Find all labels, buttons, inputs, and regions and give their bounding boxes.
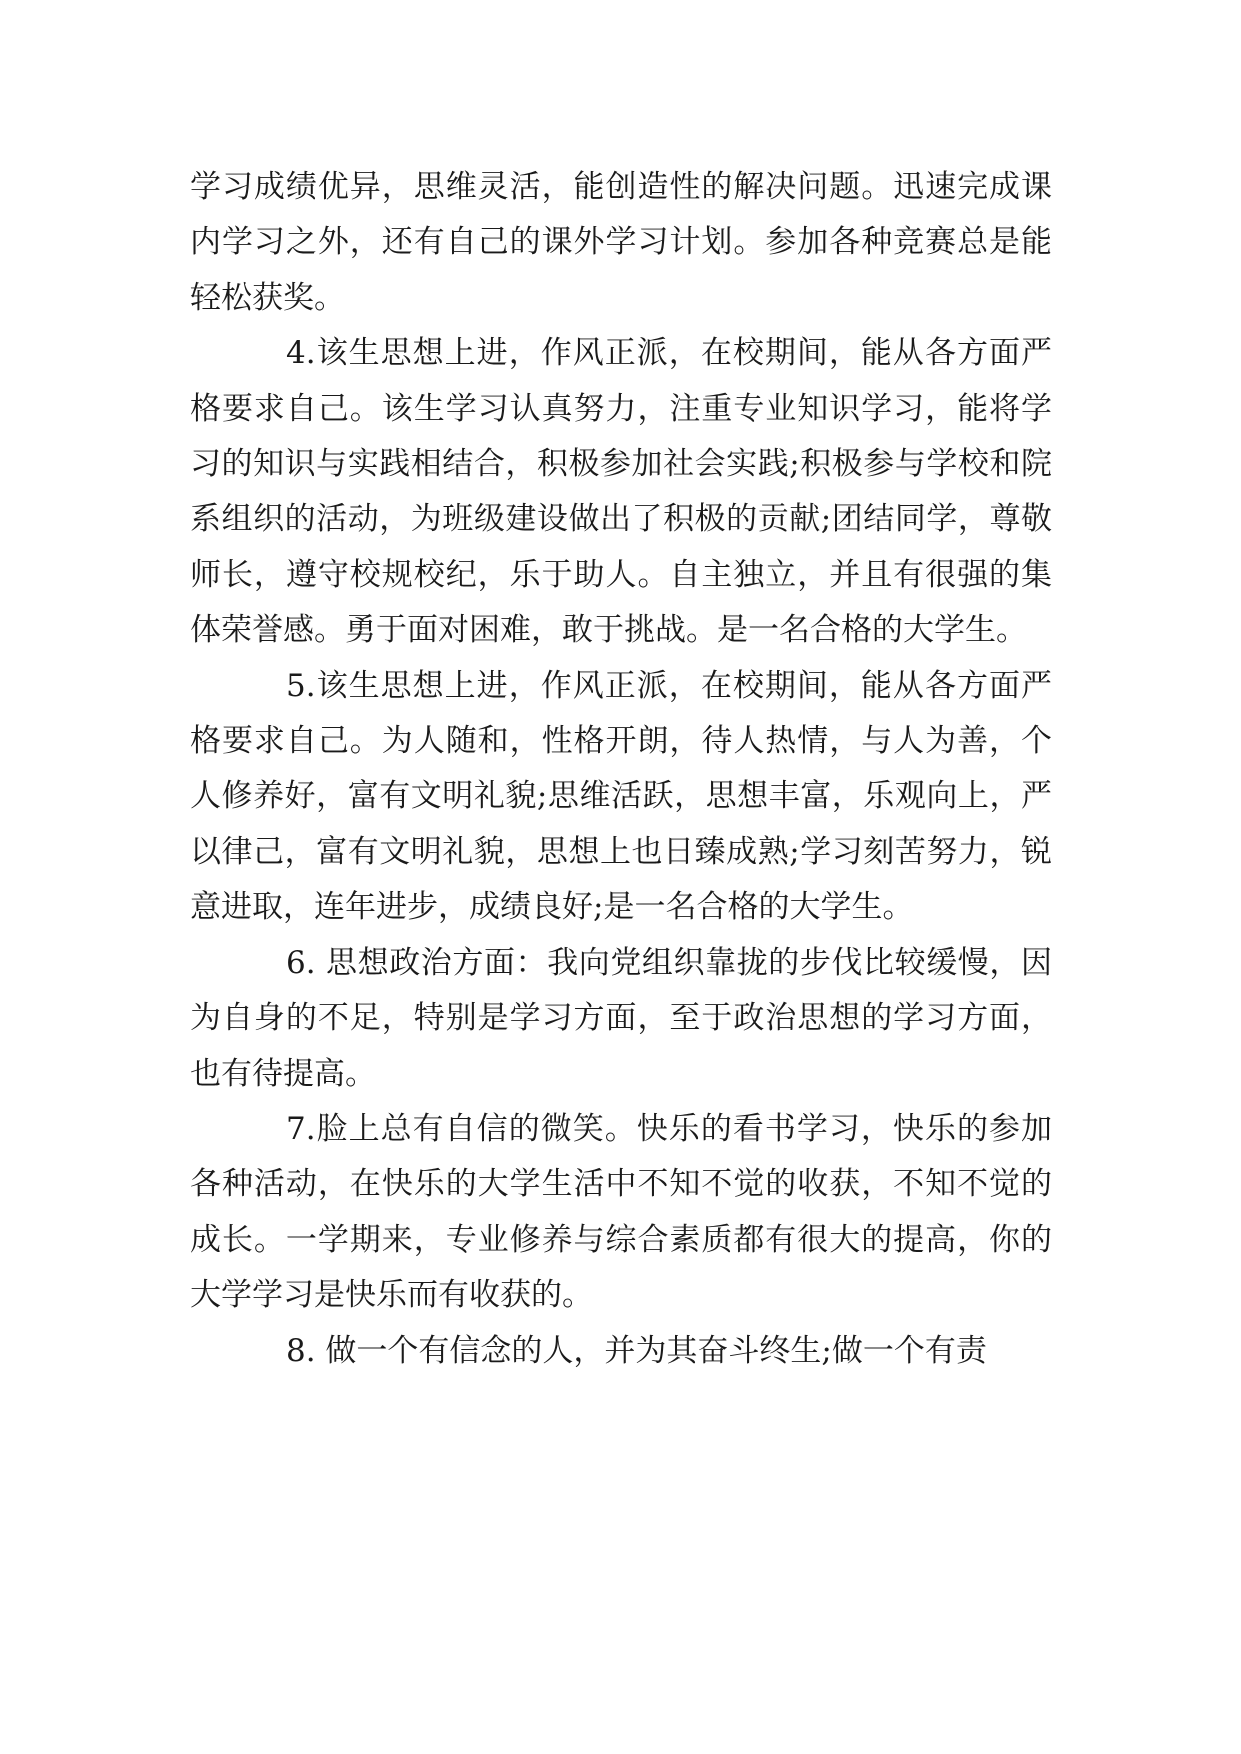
paragraph-intro-continued: 学习成绩优异，思维灵活，能创造性的解决问题。迅速完成课内学习之外，还有自己的课外学习计划。参加各种竞赛总是能轻松获奖。 [190, 169, 1052, 316]
paragraph-item-4: 4.该生思想上进，作风正派，在校期间，能从各方面严格要求自己。该生学习认真努力，注重专业知识学习，能将学习的知识与实践相结合，积极参加社会实践;积极参与学校和院系组织的活动，为班级建设做出了积极的贡献;团结同学，尊敬师长，遵守校规校纪，乐于助人。自主独立，并且有很强的集体荣誉感。勇于面对困难，敢于挑战。是一名合格的大学生。 [190, 335, 1052, 649]
document-body [190, 160, 1052, 1379]
paragraph-item-5: 5.该生思想上进，作风正派，在校期间，能从各方面严格要求自己。为人随和，性格开朗，待人热情，与人为善，个人修养好，富有文明礼貌;思维活跃，思想丰富，乐观向上，严以律己，富有文明礼貌，思想上也日臻成熟;学习刻苦努力，锐意进取，连年进步，成绩良好;是一名合格的大学生。 [190, 667, 1052, 926]
paragraph-item-6: 6. 思想政治方面：我向党组织靠拢的步伐比较缓慢，因为自身的不足，特别是学习方面，至于政治思想的学习方面，也有待提高。 [190, 944, 1052, 1092]
paragraph-item-8: 8. 做一个有信念的人，并为其奋斗终生;做一个有责 [286, 1332, 987, 1369]
paragraph-item-7: 7.脸上总有自信的微笑。快乐的看书学习，快乐的参加各种活动，在快乐的大学生活中不知不觉的收获，不知不觉的成长。一学期来，专业修养与综合素质都有很大的提高，你的大学学习是快乐而有收获的。 [190, 1110, 1052, 1314]
